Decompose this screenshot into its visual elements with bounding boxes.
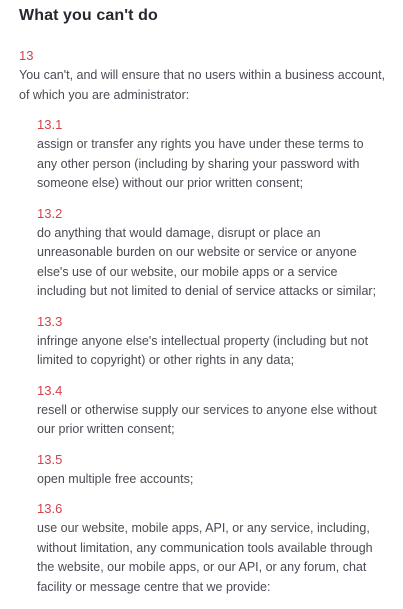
clause-number: 13.6 <box>37 501 63 516</box>
clause-13-3 <box>37 314 383 371</box>
clause-text: You can't, and will ensure that no users within a business account, of which you are administrator: <box>19 68 386 102</box>
clause-13-5 <box>37 452 383 490</box>
clause-number: 13.2 <box>37 205 63 221</box>
clause-text: do anything that would damage, disrupt or place an unreasonable burden on our website or service or anyone else's use of our website, our mobile apps or a service including but not limited to denial of service attacks or similar; <box>37 225 377 298</box>
clause-text: open multiple free accounts; <box>37 471 194 486</box>
clause-13-1 <box>37 117 383 194</box>
clause-text: assign or transfer any rights you have under these terms to any other person (including by sharing your password with someone else) without our prior written consent; <box>37 137 364 190</box>
clause-text: use our website, mobile apps, API, or any service, including, without limitation, any communication tools available through the website, our mobile apps, or our API, or any forum, chat facility or message centre that we provide: <box>37 521 373 594</box>
clause-13-4 <box>37 383 383 440</box>
clause-number: 13.1 <box>37 117 63 132</box>
clause-number: 13.5 <box>37 451 63 467</box>
clause-text: infringe anyone else's intellectual property (including but not limited to copyright) or other rights in any data; <box>37 333 369 367</box>
section-heading: What you can't do <box>19 7 158 24</box>
clause-text: resell or otherwise supply our services to anyone else without our prior written consent; <box>37 402 377 436</box>
clause-number: 13.4 <box>37 382 63 398</box>
clause-13-6 <box>37 501 383 597</box>
clause-number: 13 <box>19 48 34 63</box>
clause-13-2 <box>37 206 383 302</box>
clause-number: 13.3 <box>37 313 63 329</box>
clause-13 <box>19 48 391 105</box>
